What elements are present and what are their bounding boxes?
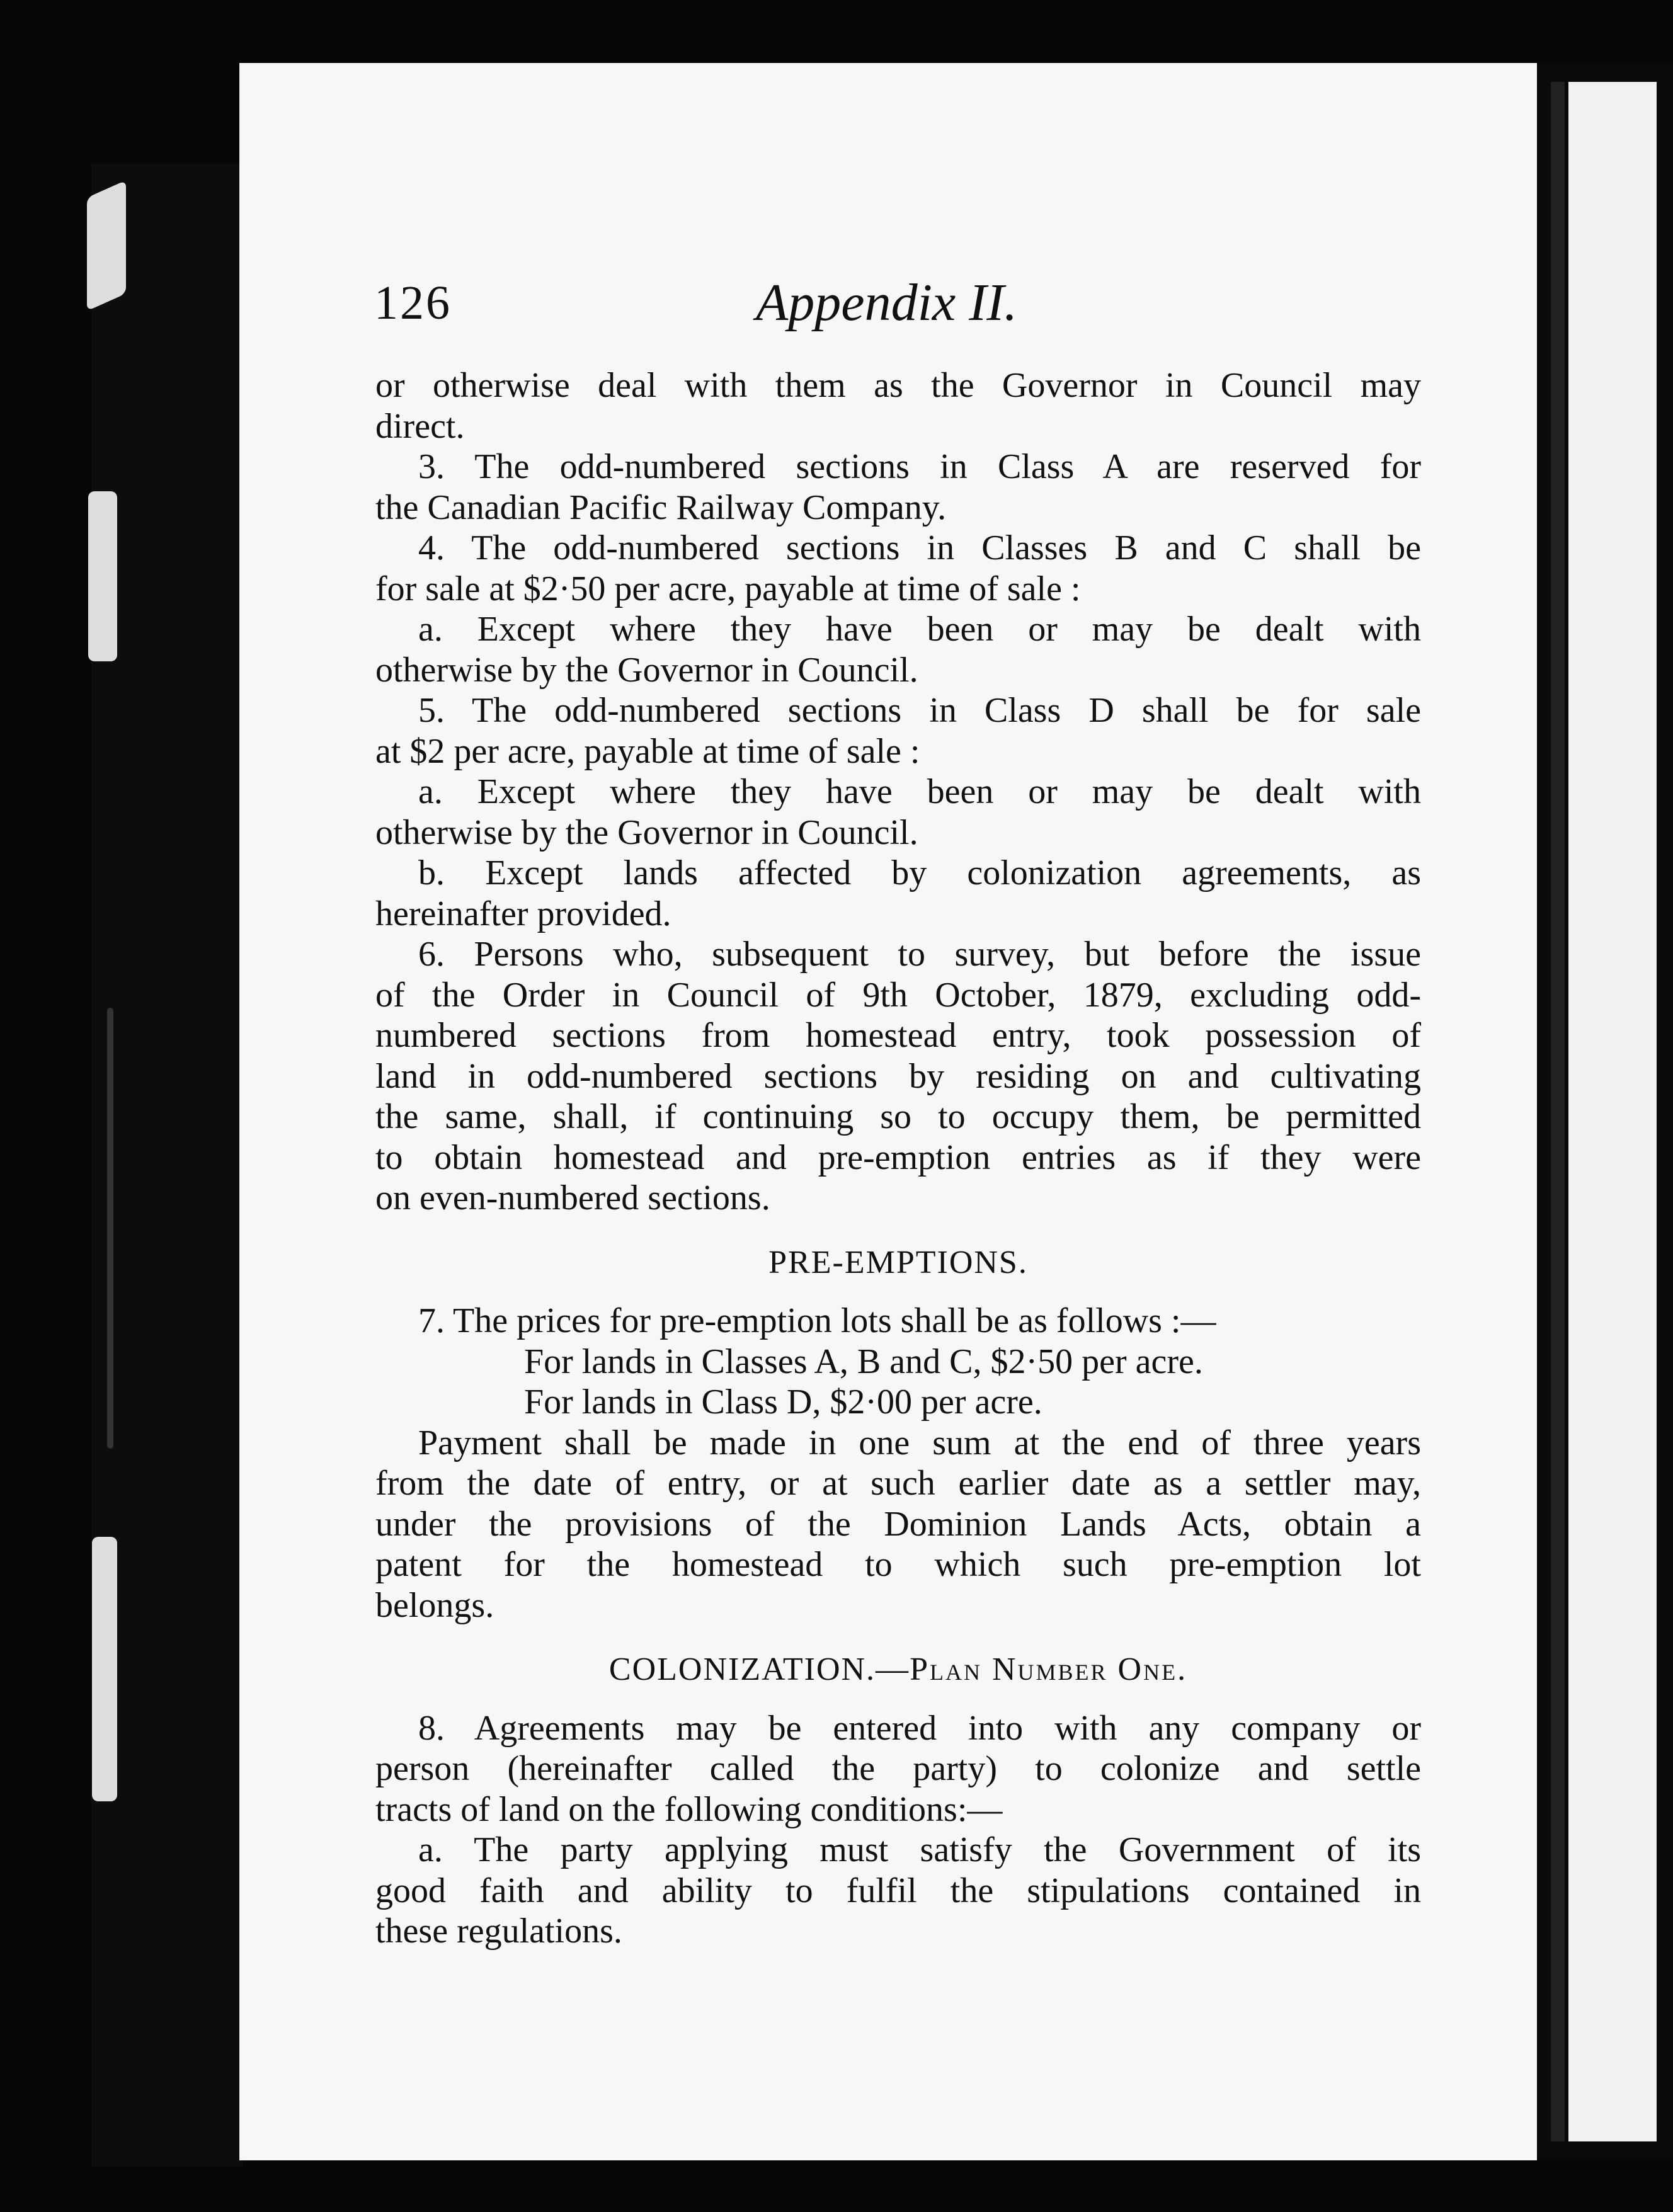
paper-tab [92,1537,117,1801]
heading-sub: Plan Number One. [910,1651,1188,1687]
text-line: 6. Persons who, subsequent to survey, but before the issue [418,935,1421,974]
left-page-fold [91,164,243,2167]
paper-tab [87,180,126,311]
text-line: a. Except where they have been or may be dealt with [418,610,1421,649]
heading-main: COLONIZATION.— [608,1651,910,1687]
text-line: 8. Agreements may be entered into with any company or [418,1708,1421,1748]
text-line: b. Except lands affected by colonization agreements, as [418,853,1421,892]
text-line: the Canadian Pacific Railway Company. [375,487,947,527]
paper-tab [88,491,117,661]
text-line: good faith and ability to fulfil the stipulations contained in [375,1871,1421,1910]
text-line: otherwise by the Governor in Council. [375,650,918,690]
text-line: these regulations. [375,1912,622,1951]
text-line: under the provisions of the Dominion Lands Acts, obtain a [375,1504,1421,1544]
page-shadow [107,1008,113,1449]
text-line: 7. The prices for pre-emption lots shall be as follows :— [418,1301,1216,1340]
text-line: a. The party applying must satisfy the Government of its [418,1830,1421,1869]
text-line: patent for the homestead to which such pre-emption lot [375,1545,1421,1584]
text-line: at $2 per acre, payable at time of sale : [375,731,920,771]
text-line: belongs. [375,1585,494,1625]
text-line: numbered sections from homestead entry, took possession of [375,1016,1421,1055]
text-line: a. Except where they have been or may be dealt with [418,772,1421,811]
right-page-edge [1551,82,1565,2141]
next-page-edge [1568,82,1657,2141]
text-line: otherwise by the Governor in Council. [375,812,918,852]
page-body [375,365,1421,1952]
page-header [372,265,1430,334]
text-line: person (hereinafter called the party) to colonize and settle [375,1749,1421,1788]
page-number: 126 [374,276,452,329]
text-line: for sale at $2·50 per acre, payable at time of sale : [375,569,1081,608]
text-line: hereinafter provided. [375,894,671,933]
text-line: For lands in Class D, $2·00 per acre. [524,1382,1042,1422]
text-line: of the Order in Council of 9th October, 1879, excluding odd- [375,975,1421,1015]
text-line: from the date of entry, or at such earlier date as a settler may, [375,1464,1421,1503]
text-line: 3. The odd-numbered sections in Class A are reserved for [418,447,1421,486]
text-line: the same, shall, if continuing so to occupy them, be permitted [375,1097,1421,1136]
text-line: tracts of land on the following conditions:— [375,1789,1003,1829]
section-heading-colonization [375,1650,1421,1690]
text-line: or otherwise deal with them as the Governor in Council may [375,366,1421,405]
text-line: Payment shall be made in one sum at the end of three years [418,1423,1421,1462]
text-line: on even-numbered sections. [375,1178,770,1217]
text-line: 5. The odd-numbered sections in Class D shall be for sale [418,691,1421,730]
text-line: For lands in Classes A, B and C, $2·50 per acre. [524,1342,1203,1381]
text-line: 4. The odd-numbered sections in Classes B and C shall be [418,528,1421,567]
text-line: to obtain homestead and pre-emption entries as if they were [375,1137,1421,1177]
section-heading-preemptions: PRE-EMPTIONS. [768,1244,1028,1280]
text-line: land in odd-numbered sections by residing on and cultivating [375,1056,1421,1096]
running-head: Appendix II. [756,273,1018,332]
text-line: direct. [375,406,465,446]
